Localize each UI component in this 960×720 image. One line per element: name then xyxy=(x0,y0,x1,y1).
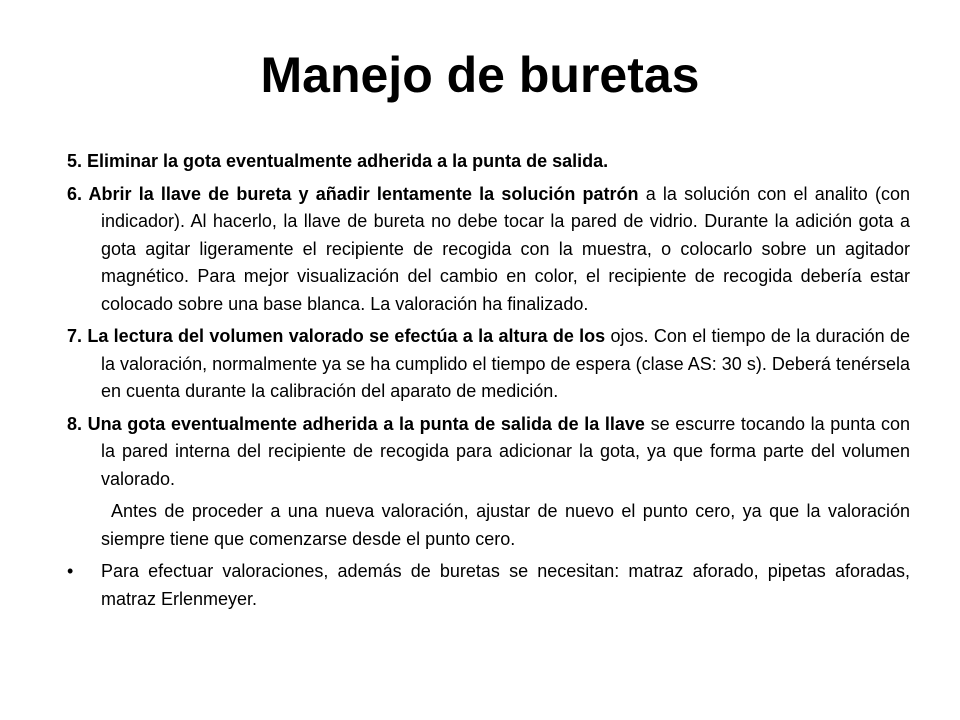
step-5-bold: 5. Eliminar la gota eventualmente adherida a la punta de salida. xyxy=(67,151,609,171)
bullet-dot-icon: • xyxy=(67,561,74,581)
zero-point-note-text: Antes de proceder a una nueva valoración, ajustar de nuevo el punto cero, ya que la valoración siempre tiene que comenzarse desde el punto cero. xyxy=(101,501,910,549)
step-6-text: a la solución con el analito (con indicador). Al hacerlo, la llave de bureta no debe tocar la pared de vidrio. Durante la adición gota a gota agitar ligeramente el recipiente de recogida con la muestra, o colocarlo sobre un agitador magnético. Para mejor visualización del cambio en color, el recipiente de recogida debería estar colocado sobre una base blanca. La valoración ha finalizado. xyxy=(101,183,910,314)
step-6-bold: 6. Abrir la llave de bureta y añadir lentamente la solución patrón xyxy=(67,183,639,204)
step-7-bold: 7. La lectura del volumen valorado se efectúa a la altura de los xyxy=(67,326,606,346)
step-7 xyxy=(67,323,910,406)
step-5 xyxy=(67,148,910,176)
slide-title: Manejo de buretas xyxy=(260,47,700,103)
step-7-text: ojos. Con el tiempo de la duración de la valoración, normalmente ya se ha cumplido el tiempo de espera (clase AS: 30 s). Deberá tenérsela en cuenta durante la calibración del aparato de medición. xyxy=(101,326,911,401)
step-6 xyxy=(67,181,910,319)
zero-point-note xyxy=(67,498,910,553)
equipment-bullet-text: Para efectuar valoraciones, además de buretas se necesitan: matraz aforado, pipetas aforadas, matraz Erlenmeyer. xyxy=(101,561,910,609)
step-8-text: se escurre tocando la punta con la pared interna del recipiente de recogida para adicionar la gota, ya que forma parte del volumen valorado. xyxy=(101,413,910,489)
step-8-bold: 8. Una gota eventualmente adherida a la punta de salida de la llave xyxy=(67,413,645,434)
equipment-bullet xyxy=(67,558,910,613)
slide-body xyxy=(67,148,910,613)
step-8 xyxy=(67,411,910,494)
